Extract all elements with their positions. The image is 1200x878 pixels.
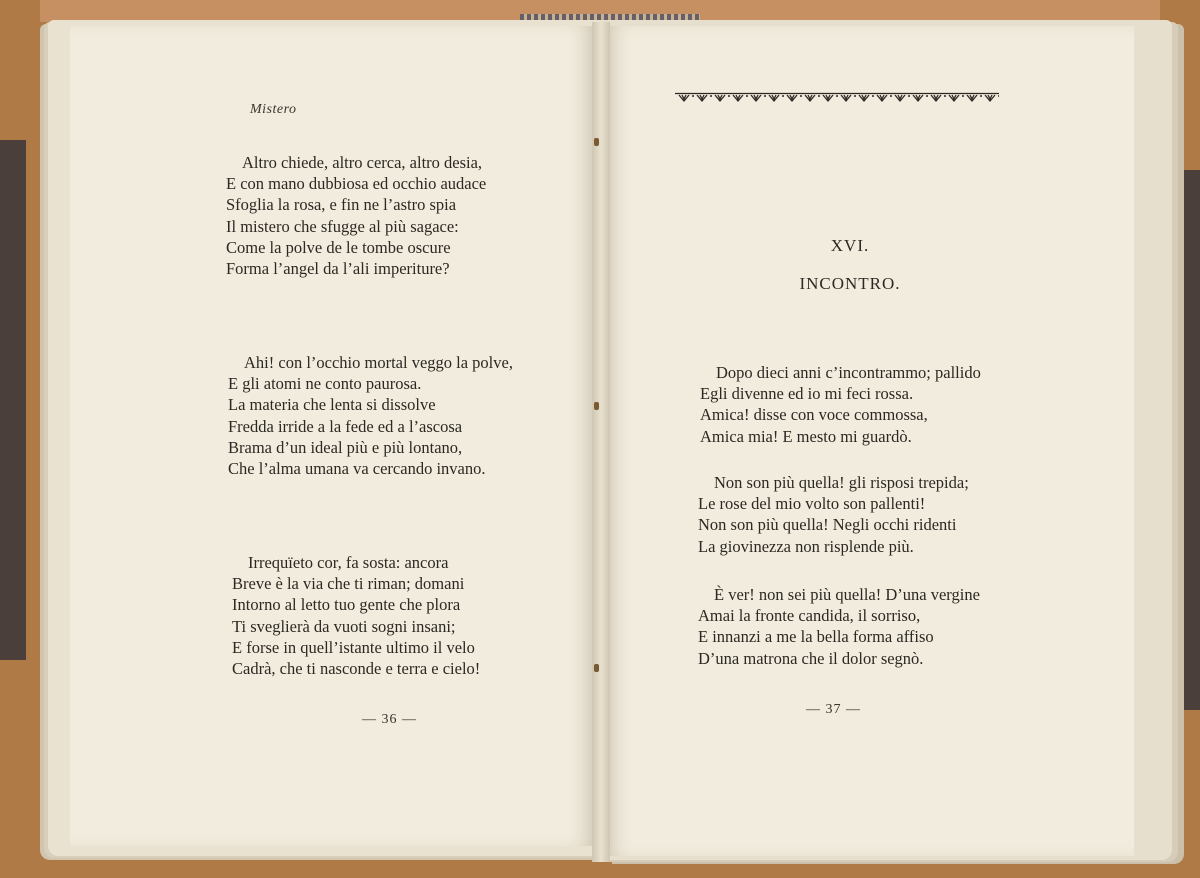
ornament-dot — [926, 95, 928, 97]
decorative-border-ornament — [675, 92, 999, 104]
verse-line: Come la polve de le tombe oscure — [226, 237, 451, 257]
ornament-motif — [751, 95, 761, 101]
verse-line: Fredda irride a la fede ed a l’ascosa — [228, 416, 463, 436]
verse-line: Non son più quella! gli risposi trepida; — [714, 473, 969, 492]
verse-line: Breve è la via che ti riman; domani — [232, 574, 465, 594]
ornament-motif — [787, 95, 797, 101]
stanza-left-1 — [226, 152, 486, 279]
verse-line: È ver! non sei più quella! D’una vergine — [714, 585, 980, 604]
verse-line: Il mistero che sfugge al più sagace: — [226, 216, 459, 236]
verse-line: Non son più quella! Negli occhi ridenti — [698, 515, 957, 535]
verse-line: Cadrà, che ti nasconde e terra e cielo! — [232, 659, 481, 679]
verse-line: Ti sveglierà da vuoti sogni insani; — [232, 616, 456, 636]
running-head: Mistero — [250, 102, 297, 117]
binding-stitch — [594, 664, 599, 672]
ornament-dot — [962, 95, 964, 97]
verse-line: Irrequïeto cor, fa sosta: ancora — [248, 553, 449, 572]
ornament-dot — [854, 95, 856, 97]
verse-line: La materia che lenta si dissolve — [228, 395, 436, 415]
ornament-motif — [985, 95, 995, 101]
verse-line: La giovinezza non risplende più. — [698, 536, 914, 556]
stanza-left-3 — [232, 552, 480, 679]
verse-line: Amai la fronte candida, il sorriso, — [698, 606, 921, 626]
ornament-motif — [967, 95, 977, 101]
ornament-motif — [931, 95, 941, 101]
book-gutter — [592, 22, 610, 862]
ornament-dot — [710, 95, 712, 97]
stanza-right-2 — [698, 472, 969, 557]
ornament-motif — [913, 95, 923, 101]
verse-line: E con mano dubbiosa ed occhio audace — [226, 174, 487, 194]
verse-line: E gli atomi ne conto paurosa. — [228, 374, 422, 394]
ornament-motif — [823, 95, 833, 101]
verse-line: Dopo dieci anni c’incontrammo; pallido — [716, 363, 981, 382]
verse-line: Sfoglia la rosa, e fin ne l’astro spia — [226, 195, 457, 215]
verse-line: Ahi! con l’occhio mortal veggo la polve, — [244, 353, 513, 372]
cover-dark-corner-right — [1178, 170, 1200, 710]
verse-line: Altro chiede, altro cerca, altro desia, — [242, 153, 483, 172]
ornament-dot — [764, 95, 766, 97]
ornament-dot — [908, 95, 910, 97]
ornament-dot — [890, 95, 892, 97]
ornament-motif — [679, 95, 689, 101]
stanza-right-1 — [700, 362, 981, 447]
ornament-motif — [697, 95, 707, 101]
verse-line: Intorno al letto tuo gente che plora — [232, 595, 461, 615]
verse-line: Che l’alma umana va cercando invano. — [228, 459, 486, 479]
ornament-motif — [877, 95, 887, 101]
page-number-left: — 36 — — [362, 712, 417, 727]
ornament-dot — [800, 95, 802, 97]
binding-stitch — [594, 138, 599, 146]
ornament-dot — [782, 95, 784, 97]
verse-line: Brama d’un ideal più e più lontano, — [228, 437, 463, 457]
binding-stitch — [594, 402, 599, 410]
verse-line: Le rose del mio volto son pallenti! — [698, 494, 926, 514]
ornament-dot — [836, 95, 838, 97]
verse-line: Egli divenne ed io mi feci rossa. — [700, 384, 914, 404]
verse-line: E innanzi a me la bella forma affiso — [698, 627, 934, 647]
ornament-motif — [805, 95, 815, 101]
ornament-motif — [859, 95, 869, 101]
ornament-dot — [746, 95, 748, 97]
ornament-dot — [872, 95, 874, 97]
ornament-motif — [733, 95, 743, 101]
page-number-right: — 37 — — [806, 702, 861, 717]
stanza-right-3 — [698, 584, 980, 669]
verse-line: E forse in quell’istante ultimo il velo — [232, 637, 475, 657]
ornament-motif — [769, 95, 779, 101]
ornament-dot — [818, 95, 820, 97]
chapter-title: INCONTRO. — [799, 274, 901, 293]
ornament-dot — [944, 95, 946, 97]
ornament-dot — [692, 95, 694, 97]
ornament-motif — [841, 95, 851, 101]
ornament-dot — [998, 95, 999, 97]
cover-dark-corner-left — [0, 140, 26, 660]
verse-line: Forma l’angel da l’ali imperiture? — [226, 259, 450, 279]
ornament-motif — [715, 95, 725, 101]
ornament-motif — [895, 95, 905, 101]
ornament-dot — [728, 95, 730, 97]
verse-line: Amica mia! E mesto mi guardò. — [700, 426, 912, 446]
verse-line: Amica! disse con voce commossa, — [700, 405, 928, 425]
verse-line: D’una matrona che il dolor segnò. — [698, 648, 924, 668]
ornament-dot — [980, 95, 982, 97]
stanza-left-2 — [228, 352, 513, 479]
ornament-motif — [949, 95, 959, 101]
chapter-number: XVI. — [830, 236, 870, 255]
